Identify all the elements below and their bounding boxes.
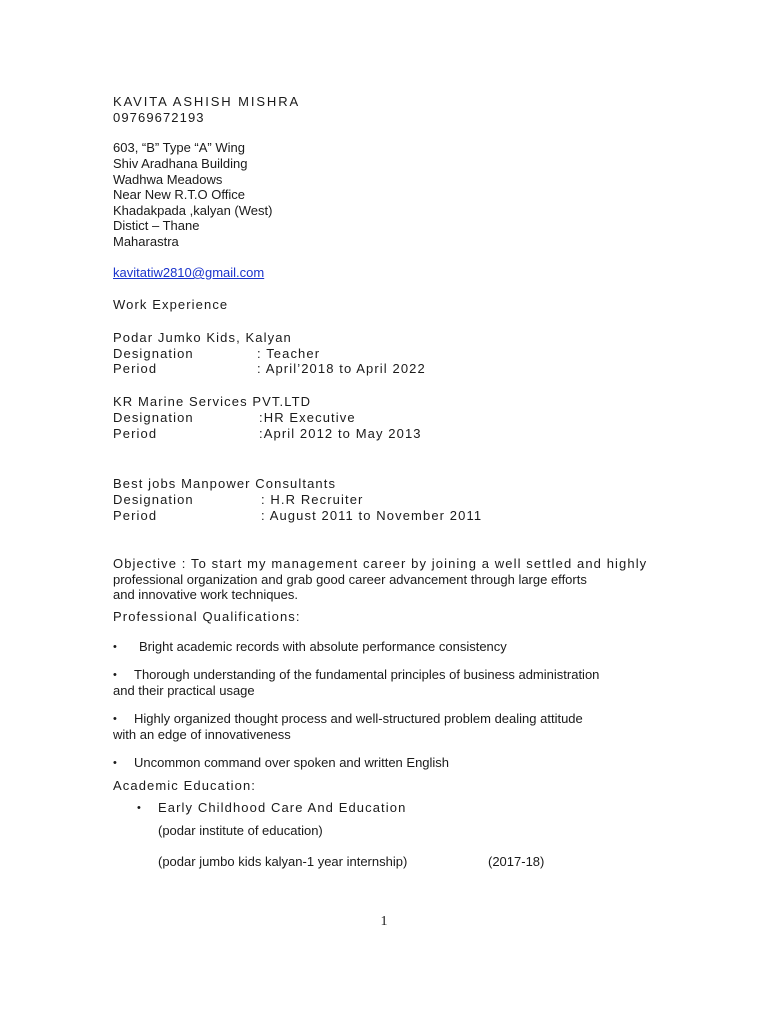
education-years: (2017-18) bbox=[488, 854, 545, 869]
work-experience-heading: Work Experience bbox=[113, 297, 229, 312]
objective-text: Objective : To start my management career by joining a well settled and highly bbox=[113, 556, 648, 571]
qualification-continuation: and their practical usage bbox=[113, 683, 255, 698]
qualification-text: Uncommon command over spoken and written English bbox=[134, 755, 450, 770]
address-line: Near New R.T.O Office bbox=[113, 187, 245, 202]
designation-value: : H.R Recruiter bbox=[261, 492, 364, 507]
education-internship: (podar jumbo kids kalyan-1 year internship) bbox=[158, 854, 408, 869]
education-heading: Academic Education: bbox=[113, 778, 257, 793]
bullet-icon: • bbox=[113, 641, 117, 653]
job-company: KR Marine Services PVT.LTD bbox=[113, 394, 312, 409]
job-period-row bbox=[113, 508, 513, 524]
objective-line: and innovative work techniques. bbox=[113, 587, 299, 602]
qualification-text: Bright academic records with absolute performance consistency bbox=[139, 639, 507, 654]
address-line: Shiv Aradhana Building bbox=[113, 156, 248, 171]
job-designation-row bbox=[113, 410, 453, 426]
objective-line bbox=[113, 556, 647, 572]
bullet-icon: • bbox=[137, 802, 141, 814]
bullet-icon: • bbox=[113, 713, 117, 725]
period-label: Period bbox=[113, 426, 158, 441]
candidate-name: KAVITA ASHISH MISHRA bbox=[113, 94, 301, 109]
job-period-row bbox=[113, 426, 453, 442]
job-company: Best jobs Manpower Consultants bbox=[113, 476, 337, 491]
period-value: : August 2011 to November 2011 bbox=[261, 508, 483, 523]
period-label: Period bbox=[113, 361, 158, 376]
qualification-text: Highly organized thought process and well-structured problem dealing attitude bbox=[134, 711, 583, 726]
designation-value: :HR Executive bbox=[259, 410, 356, 425]
address-line: Maharastra bbox=[113, 234, 179, 249]
address-line: Wadhwa Meadows bbox=[113, 172, 223, 187]
period-label: Period bbox=[113, 508, 158, 523]
address-line: 603, “B” Type “A” Wing bbox=[113, 140, 245, 155]
qualification-continuation: with an edge of innovativeness bbox=[113, 727, 291, 742]
education-course: Early Childhood Care And Education bbox=[158, 800, 407, 815]
address-line: Khadakpada ,kalyan (West) bbox=[113, 203, 273, 218]
education-institute: (podar institute of education) bbox=[158, 823, 323, 838]
bullet-icon: • bbox=[113, 757, 117, 769]
job-company: Podar Jumko Kids, Kalyan bbox=[113, 330, 292, 345]
designation-value: : Teacher bbox=[257, 346, 321, 361]
address-line: Distict – Thane bbox=[113, 218, 200, 233]
objective-line: professional organization and grab good career advancement through large efforts bbox=[113, 572, 587, 587]
designation-label: Designation bbox=[113, 346, 194, 361]
period-value: :April 2012 to May 2013 bbox=[259, 426, 422, 441]
job-period-row bbox=[113, 361, 453, 377]
job-designation-row bbox=[113, 492, 513, 508]
job-designation-row bbox=[113, 346, 453, 362]
period-value: : April’2018 to April 2022 bbox=[257, 361, 426, 376]
email-link[interactable]: kavitatiw2810@gmail.com bbox=[113, 265, 265, 280]
phone-number: 09769672193 bbox=[113, 110, 205, 125]
qualification-text: Thorough understanding of the fundamental principles of business administration bbox=[134, 667, 600, 682]
qualifications-heading: Professional Qualifications: bbox=[113, 609, 301, 624]
page-number: 1 bbox=[380, 914, 388, 929]
designation-label: Designation bbox=[113, 410, 194, 425]
bullet-icon: • bbox=[113, 669, 117, 681]
designation-label: Designation bbox=[113, 492, 194, 507]
